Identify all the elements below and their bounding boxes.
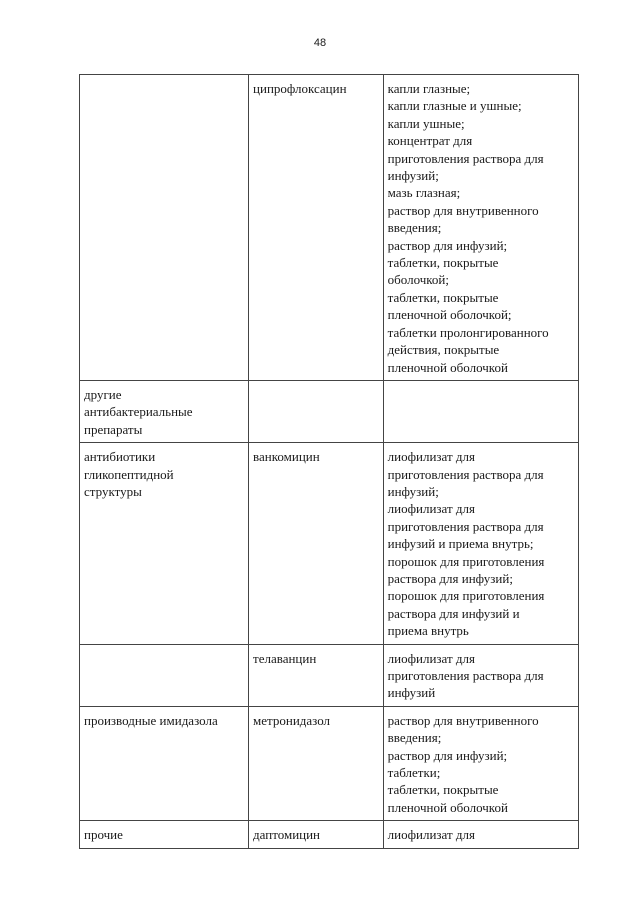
form-line: раствор для внутривенного [387, 202, 539, 218]
drug-name: телаванцин [253, 650, 317, 666]
page-number: 48 [313, 37, 327, 49]
form-line: порошок для приготовления [387, 553, 545, 569]
drug-name: ванкомицин [253, 449, 320, 465]
group-cell [80, 706, 249, 820]
table-row [80, 443, 579, 644]
group-name: производные имидазола [84, 712, 218, 728]
table-row [80, 644, 579, 706]
form-line: приготовления раствора для [387, 150, 544, 166]
form-line: пленочной оболочкой [387, 359, 508, 375]
form-line: инфузий; [387, 483, 439, 499]
table-row [80, 380, 579, 442]
form-line: введения; [387, 730, 442, 746]
form-line: раствор для инфузий; [387, 237, 508, 253]
group-cell [80, 380, 249, 442]
drug-cell [249, 706, 384, 820]
form-line: мазь глазная; [387, 185, 461, 201]
group-name: гликопептидной [84, 466, 174, 482]
form-line: приготовления раствора для [387, 466, 544, 482]
form-line: таблетки пролонгированного [387, 324, 549, 340]
group-name: структуры [84, 483, 142, 499]
forms-cell [383, 380, 578, 442]
form-line: пленочной оболочкой; [387, 307, 512, 323]
form-line: капли ушные; [387, 115, 465, 131]
form-line: порошок для приготовления [387, 588, 545, 604]
forms-cell [383, 443, 578, 644]
form-line: таблетки, покрытые [387, 289, 499, 305]
group-name: препараты [84, 421, 143, 437]
group-cell [80, 75, 249, 381]
form-line: оболочкой; [387, 272, 449, 288]
form-line: действия, покрытые [387, 342, 500, 358]
group-cell [80, 443, 249, 644]
form-line: таблетки, покрытые [387, 255, 499, 271]
form-line: капли глазные и ушные; [387, 98, 522, 114]
form-line: лиофилизат для [387, 449, 475, 465]
drug-cell [249, 644, 384, 706]
group-name: антибиотики [84, 449, 156, 465]
form-line: лиофилизат для [387, 650, 475, 666]
form-line: приготовления раствора для [387, 668, 544, 683]
form-line: лиофилизат для [387, 827, 475, 843]
group-cell [80, 644, 249, 706]
drug-cell [249, 443, 384, 644]
table-row [80, 75, 579, 381]
form-line: таблетки; [387, 765, 441, 781]
form-line: таблетки, покрытые [387, 782, 499, 798]
table-row [80, 706, 579, 820]
form-line: раствор для внутривенного [387, 712, 539, 728]
drug-name: даптомицин [253, 827, 321, 843]
form-line: приема внутрь [387, 623, 469, 639]
form-line: концентрат для [387, 133, 473, 149]
drug-name: ципрофлоксацин [253, 81, 347, 96]
group-cell [80, 821, 249, 848]
forms-cell [383, 644, 578, 706]
drug-table [79, 74, 579, 849]
group-name: антибактериальные [84, 404, 193, 420]
form-line: инфузий [387, 685, 436, 701]
form-line: раствора для инфузий; [387, 570, 513, 586]
form-line: капли глазные; [387, 81, 471, 96]
group-name: другие [84, 386, 122, 402]
group-name: прочие [84, 827, 123, 843]
drug-name: метронидазол [253, 712, 331, 728]
drug-cell [249, 380, 384, 442]
table-row [80, 821, 579, 848]
forms-cell [383, 75, 578, 381]
drug-cell [249, 821, 384, 848]
forms-cell [383, 706, 578, 820]
forms-cell [383, 821, 578, 848]
form-line: инфузий; [387, 168, 439, 184]
form-line: приготовления раствора для [387, 518, 544, 534]
form-line: лиофилизат для [387, 501, 475, 517]
form-line: раствор для инфузий; [387, 747, 508, 763]
drug-cell [249, 75, 384, 381]
form-line: раствора для инфузий и [387, 605, 520, 621]
form-line: введения; [387, 220, 442, 236]
form-line: инфузий и приема внутрь; [387, 536, 534, 552]
form-line: пленочной оболочкой [387, 799, 508, 815]
